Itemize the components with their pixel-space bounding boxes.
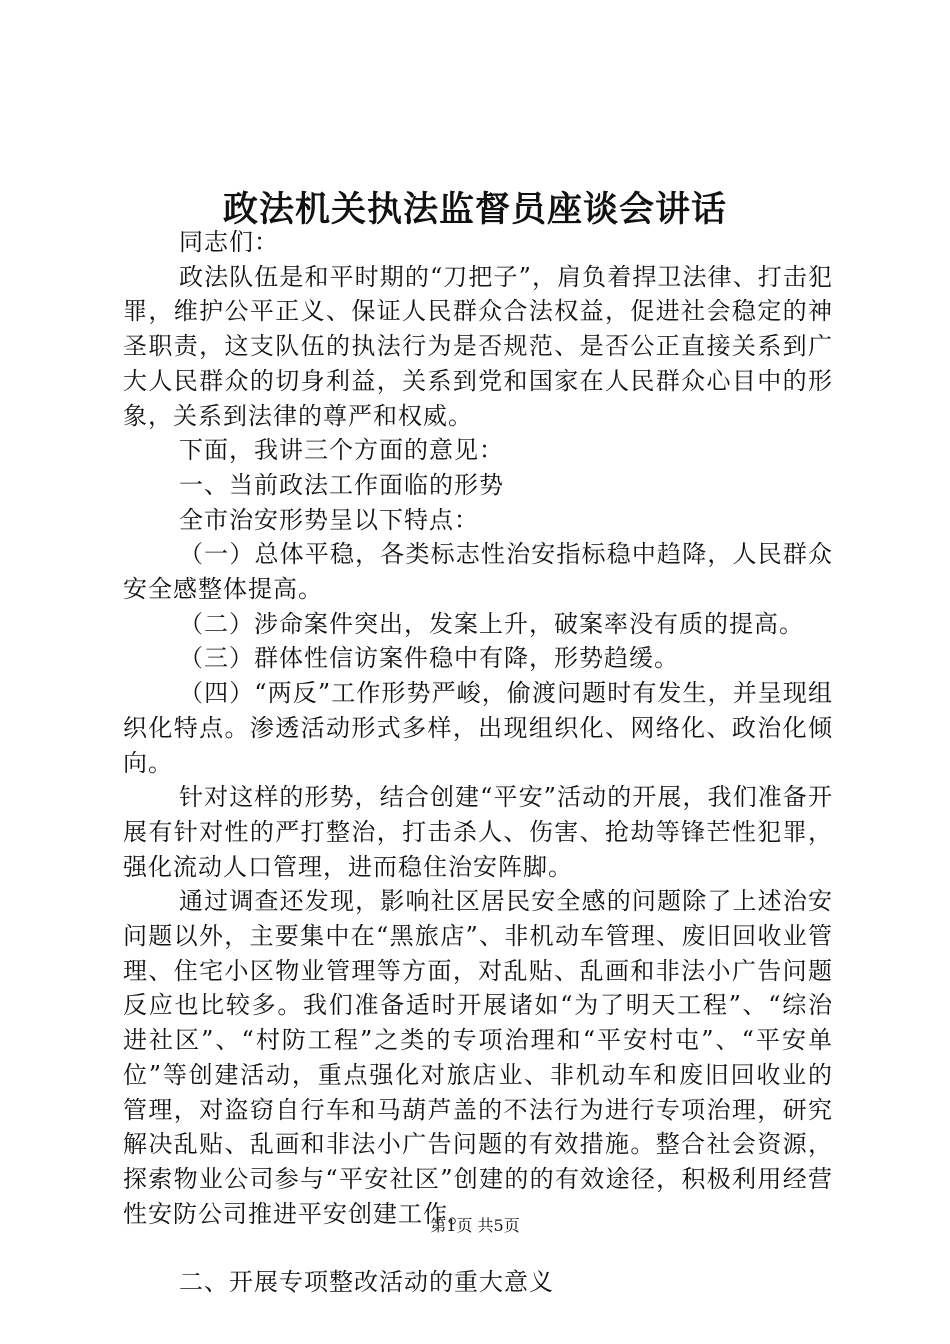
list-item: （四）“两反”工作形势严峻，偷渡问题时有发生，并呈现组织化特点。渗透活动形式多样，出现组织化、网络化、政治化倾向。 [123,679,833,777]
body-paragraph: 政法队伍是和平时期的“刀把子”，肩负着捍卫法律、打击犯罪，维护公平正义、保证人民群众合法权益，促进社会稳定的神圣职责，这支队伍的执法行为是否规范、是否公正直接关系到广大人民群众的切身利益，关系到党和国家在人民群众心目中的形象，关系到法律的尊严和权威。 [123,262,833,430]
body-paragraph: 针对这样的形势，结合创建“平安”活动的开展，我们准备开展有针对性的严打整治，打击杀人、伤害、抢劫等锋芒性犯罪，强化流动人口管理，进而稳住治安阵脚。 [123,783,833,881]
body-paragraph: 下面，我讲三个方面的意见： [179,436,504,465]
list-item: （一）总体平稳，各类标志性治安指标稳中趋降，人民群众安全感整体提高。 [123,540,833,604]
salutation-paragraph: 同志们： [179,228,279,256]
list-item: （二）涉命案件突出，发案上升，破案率没有质的提高。 [179,609,804,638]
body-paragraph: 全市治安形势呈以下特点： [179,505,479,534]
document-body [123,225,833,1300]
section-heading: 一、当前政法工作面临的形势 [179,470,504,499]
document-title: 政法机关执法监督员座谈会讲话 [222,189,727,230]
list-item: （三）群体性信访案件稳中有降，形势趋缓。 [179,644,679,673]
page-footer: 第1页 共5页 [430,1216,520,1235]
section-heading: 二、开展专项整改活动的重大意义 [179,1268,554,1297]
body-paragraph: 通过调查还发现，影响社区居民安全感的问题除了上述治安问题以外，主要集中在“黑旅店”、非机动车管理、废旧回收业管理、住宅小区物业管理等方面，对乱贴、乱画和非法小广告问题反应也比较多。我们准备适时开展诸如“为了明天工程”、“综治进社区”、“村防工程”之类的专项治理和“平安村屯”、“平安单位”等创建活动，重点强化对旅店业、非机动车和废旧回收业的管理，对盗窃自行车和马葫芦盖的不法行为进行专项治理，研究解决乱贴、乱画和非法小广告问题的有效措施。整合社会资源，探索物业公司参与“平安社区”创建的的有效途径，积极利用经营性安防公司推进平安创建工作。 [123,887,833,1228]
